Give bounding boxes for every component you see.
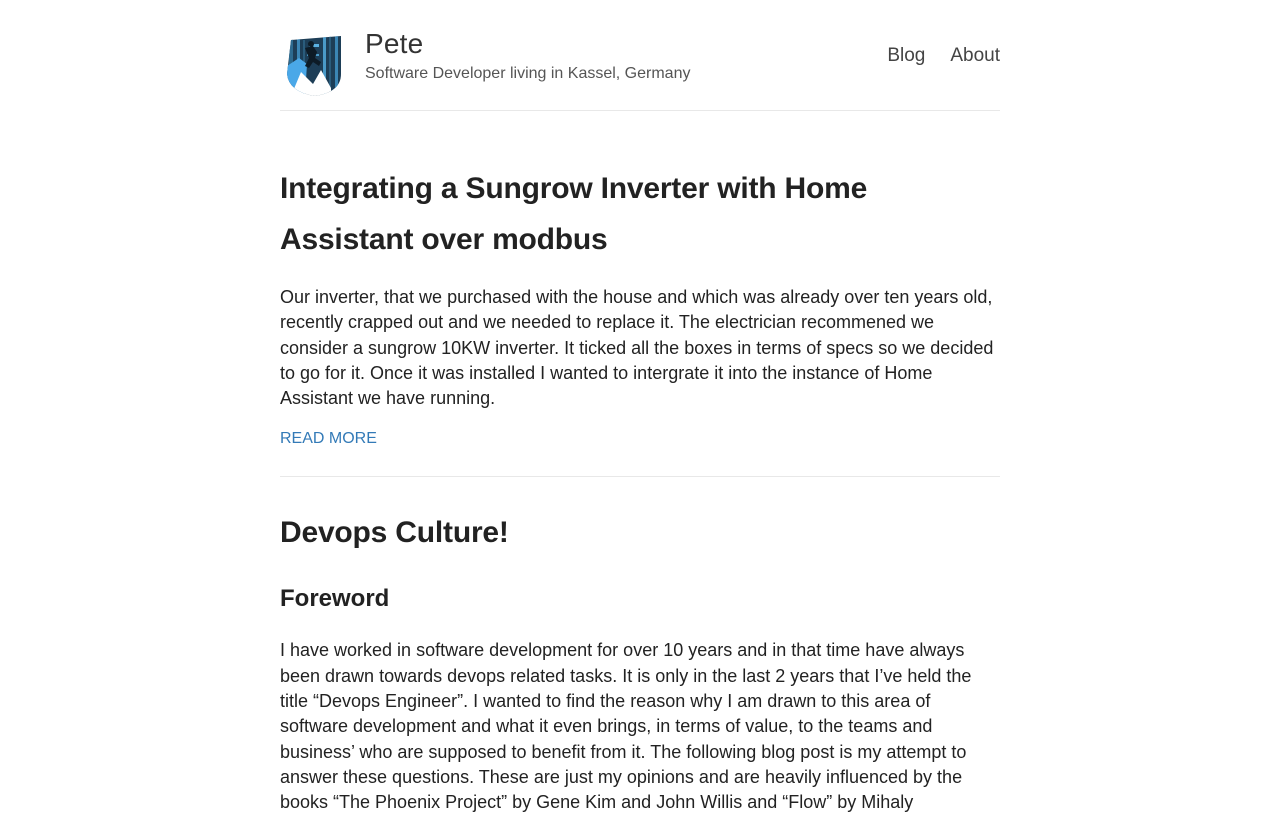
site-tagline: Software Developer living in Kassel, Germany (365, 65, 691, 82)
post-title-link[interactable]: Devops Culture! (280, 516, 509, 550)
page-container (280, 0, 1000, 816)
nav-link-about[interactable]: About (950, 45, 1000, 66)
post-item (280, 111, 1000, 477)
post-excerpt: I have worked in software development for over 10 years and in that time have always been drawn towards devops related tasks. It is only in the last 2 years that I’ve held the title “Devops Engineer”. I wanted to find the reason why I am drawn to this area of software development and what it even brings, in terms of value, to the teams and business’ who are supposed to benefit from it. The following blog post is my attempt to answer these questions. These are just my opinions and are heavily influenced by the books “The Phoenix Project” by Gene Kim and John Willis and “Flow” by Mihaly (280, 640, 972, 813)
read-more-link[interactable]: READ MORE (280, 430, 377, 448)
site-header (280, 0, 1000, 111)
nav-link-blog[interactable]: Blog (887, 45, 926, 66)
main-nav (887, 44, 1000, 68)
post-excerpt: Our inverter, that we purchased with the house and which was already over ten years old, recently crapped out and we needed to replace it. The electrician recommened we consider a sungrow 10KW inverter. It ticked all the boxes in terms of specs so we decided to go for it. Once it was installed I wanted to intergrate it into the instance of Home Assistant we have running. (280, 287, 994, 409)
post-title-link[interactable]: Integrating a Sungrow Inverter with Home Assistant over modbus (280, 172, 868, 256)
site-title[interactable]: Pete (365, 28, 424, 59)
post-item (280, 477, 1000, 815)
climber-logo-icon[interactable] (285, 34, 343, 96)
post-subheading: Foreword (280, 585, 390, 613)
